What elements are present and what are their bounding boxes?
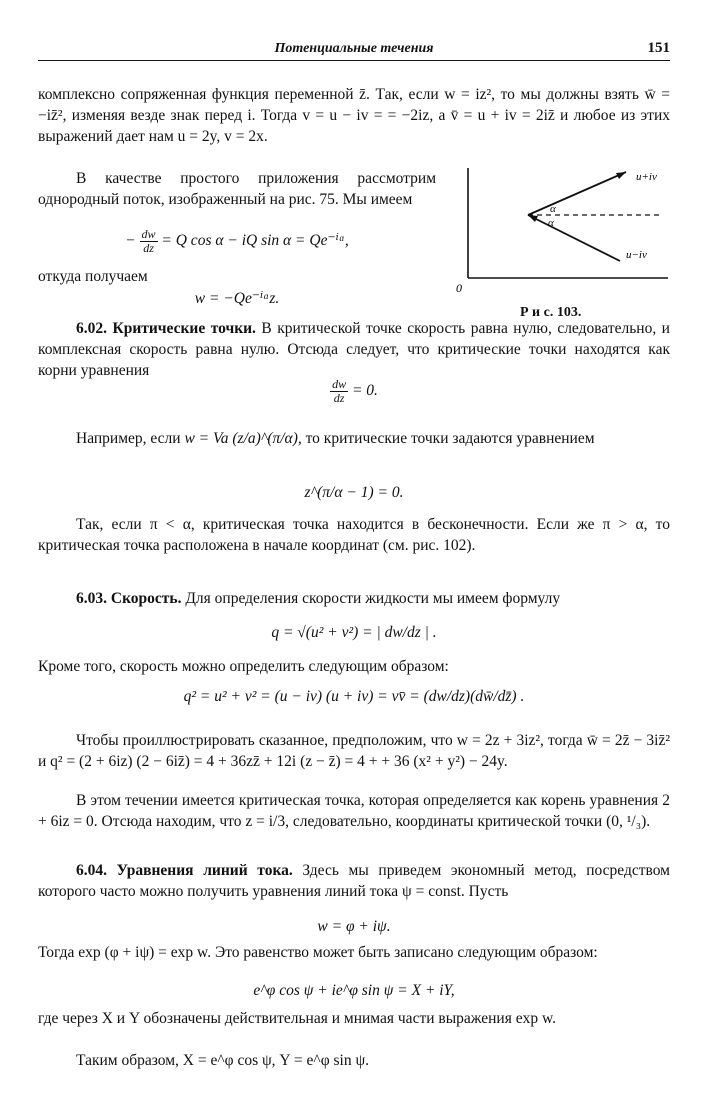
equation-critical (38, 378, 670, 405)
section-heading-critical: 6.02. Критические точки. (76, 320, 256, 337)
equation-velocity-1: q = √(u² + v²) = | dw/dz | . (271, 624, 437, 641)
section-text-velocity: Для определения скорости жидкости мы имеем формулу (185, 590, 561, 607)
running-title: Потенциальные течения (274, 41, 434, 56)
section-streamlines (38, 860, 670, 902)
section-text-streamlines: Здесь мы приведем экономный метод, посредством которого часто можно получить уравнения линий тока ψ = const. Пусть (38, 862, 670, 900)
example-text-b: то критические точки задаются уравнением (305, 430, 595, 447)
section-heading-velocity: 6.03. Скорость. (76, 590, 182, 607)
equation-velocity-2: q² = u² + v² = (u − iv) (u + iv) = vv̄ = (dw/dz)(dw̄/dz̄) . (183, 688, 525, 705)
paragraph-streamlines-3: где через X и Y обозначены действительная и мнимая части выражения exp w. (38, 1010, 557, 1027)
origin-label: 0 (456, 281, 462, 295)
page-number: 151 (647, 40, 670, 56)
paragraph-streamlines-2: Тогда exp (φ + iψ) = exp w. Это равенство может быть записано следующим образом: (38, 944, 598, 961)
vector-upper (528, 172, 626, 215)
fraction-dw-dz (330, 378, 348, 405)
paragraph-velocity-example: Чтобы проиллюстрировать сказанное, предположим, что w = 2z + 3iz², тогда w̄ = 2z̄ − 3iz̄² и q² = (2 + 6iz) (2 − 6iz̄) = 4 + 36zz̄ + 12i (z − z̄) = 4 + + 36 (x² + y²) − 24y. (38, 732, 670, 770)
minus-sign: − (125, 232, 136, 250)
section-velocity (38, 588, 670, 609)
paragraph-intro: комплексно сопряженная функция переменной z̄. Так, если w = iz², то мы должны взять w̄ = −iz̄², изменяя везде знак перед i. Тогда v = u − iv = = −2iz, а v̄ = u + iv = 2iz̄ и любое из этих выражений дает нам u = 2y, v = 2x. (38, 86, 670, 145)
page-header (38, 38, 670, 60)
equation-uniform-result: w = −Qe⁻ⁱᵅz. (194, 290, 280, 307)
fraction-denominator: dz (333, 391, 345, 405)
paragraph-streamlines-4: Таким образом, X = e^φ cos ψ, Y = e^φ sin ψ. (76, 1052, 370, 1069)
equation-uniform-flow (38, 228, 436, 255)
text-whence: откуда получаем (38, 268, 148, 285)
label-lower-vector: u−iv (626, 249, 647, 261)
fraction-numerator: dw (332, 377, 347, 391)
equation-critical-2: z^(π/α − 1) = 0. (304, 484, 404, 501)
paragraph-critical-conclusion: Так, если π < α, критическая точка находится в бесконечности. Если же π > α, то критическая точка расположена в начале координат (см. рис. 102). (38, 516, 670, 554)
equation-streamlines-1: w = φ + iψ. (317, 918, 391, 935)
example-equation: w = Va (z/a)^(π/α), (184, 430, 302, 447)
fraction-numerator: dw (141, 227, 156, 241)
angle-label-lower: α (548, 217, 554, 229)
paragraph-velocity-2: Кроме того, скорость можно определить следующим образом: (38, 658, 449, 675)
fraction-denominator: dz (143, 241, 154, 255)
vector-lower (528, 215, 620, 261)
header-rule (38, 60, 670, 61)
section-text-critical: В критической точке скорость равна нулю, следовательно, и комплексная скорость равна нулю. Отсюда следует, что критические точки находятся как корни уравнения (38, 320, 670, 379)
label-upper-vector: u+iv (636, 171, 657, 183)
paragraph-uniform-flow: В качестве простого приложения рассмотрим однородный поток, изображенный на рис. 75. Мы имеем (38, 170, 436, 208)
fraction-dw-dz (140, 228, 158, 255)
figure-caption: Р и с. 103. (520, 305, 582, 320)
equation-streamlines-2: e^φ cos ψ + ie^φ sin ψ = X + iY, (253, 982, 455, 999)
paragraph-velocity-critical: В этом течении имеется критическая точка, которая определяется как корень уравнения 2 + 6iz = 0. Отсюда находим, что z = i/3, следовательно, координаты критической точки (0, ¹/₃). (38, 792, 670, 830)
angle-label-upper: α (550, 203, 556, 215)
equation-rhs: = 0. (351, 382, 378, 400)
paragraph-example (38, 428, 670, 449)
figure-103 (440, 168, 672, 298)
figure-103-drawing (440, 168, 672, 298)
section-critical-points (38, 318, 670, 381)
vector-upper-arrowhead (616, 172, 626, 179)
vector-lower-arrowhead (528, 215, 538, 222)
equation-rhs: = Q cos α − iQ sin α = Qe⁻ⁱᵅ, (161, 232, 349, 250)
section-heading-streamlines: 6.04. Уравнения линий тока. (76, 862, 293, 879)
example-text-a: Например, если (76, 430, 181, 447)
